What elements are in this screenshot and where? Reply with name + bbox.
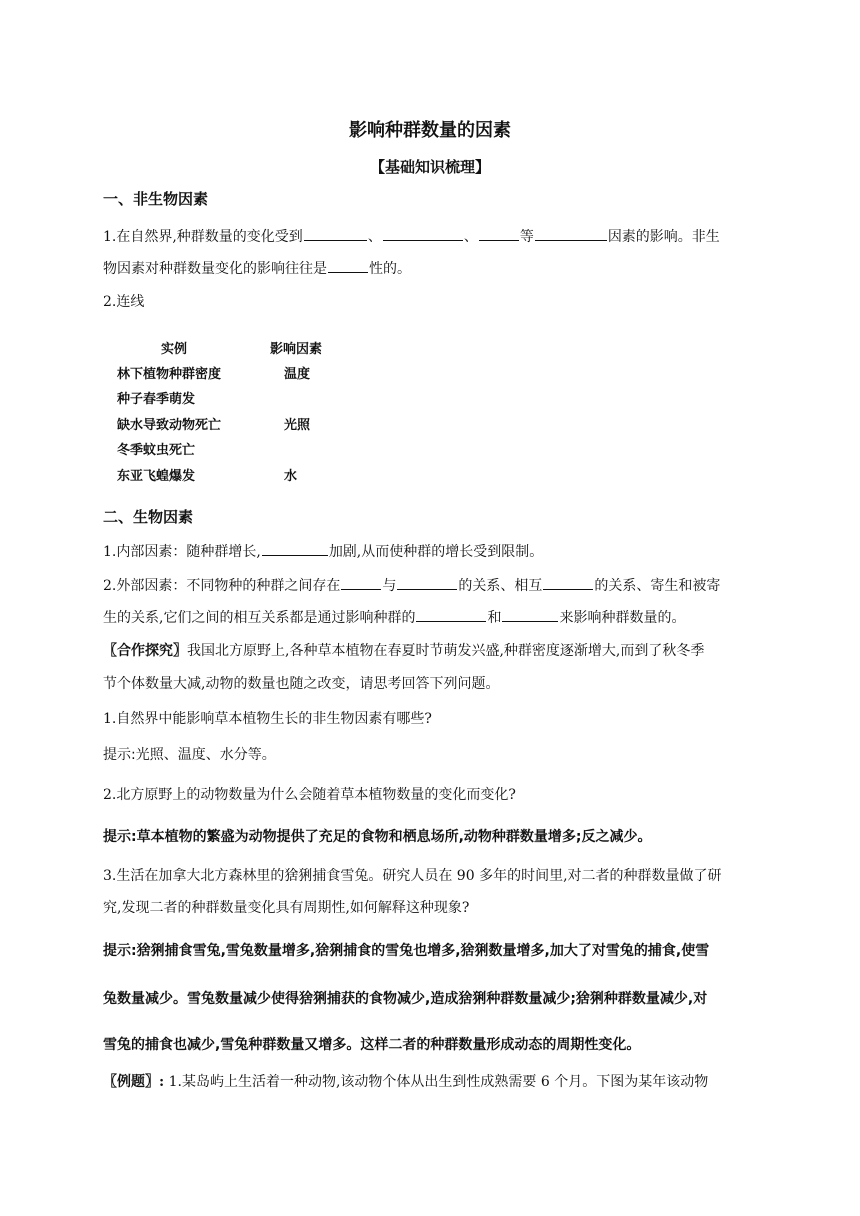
- text-fragment: 的关系、相互: [458, 578, 543, 594]
- explore-question: 1.自然界中能影响草本植物生长的非生物因素有哪些?: [103, 711, 432, 727]
- answer-blank: [262, 541, 328, 556]
- explore-hint: 提示:草本植物的繁盛为动物提供了充足的食物和栖息场所,动物种群数量增多;反之减少。: [103, 829, 652, 845]
- text-fragment: 生的关系,它们之间的相互关系都是通过影响种群的: [103, 610, 416, 626]
- text-fragment: 2.外部因素：不同物种的种群之间存在: [103, 578, 341, 594]
- text-fragment: 物因素对种群数量变化的影响往往是: [103, 261, 327, 277]
- text-fragment: 1.在自然界,种群数量的变化受到: [103, 229, 303, 245]
- section1-q1-line1: [103, 226, 763, 247]
- text-fragment: 和: [487, 610, 502, 626]
- matching-example: 东亚飞蝗爆发: [117, 469, 196, 484]
- section2-q2-line2: [103, 607, 763, 628]
- matching-example: 冬季蚊虫死亡: [117, 443, 196, 458]
- section2-heading: 二、生物因素: [103, 508, 194, 526]
- answer-blank: [502, 607, 558, 622]
- matching-example: 缺水导致动物死亡: [117, 418, 222, 433]
- explore-hint-line: 提示:猞猁捕食雪兔,雪兔数量增多,猞猁捕食的雪兔也增多,猞猁数量增多,加大了对雪兔的捕食,使雪: [103, 943, 710, 959]
- text-fragment: 、: [367, 229, 382, 245]
- matching-header-examples: 实例: [161, 342, 188, 357]
- text-fragment: 的关系、寄生和被寄: [594, 578, 721, 594]
- matching-example: 种子春季萌发: [117, 392, 196, 407]
- explore-intro-line2: 节个体数量大减,动物的数量也随之改变，请思考回答下列问题。: [103, 676, 500, 692]
- page-subtitle: 【基础知识梳理】: [369, 158, 490, 176]
- text-fragment: 来影响种群数量的。: [559, 610, 686, 626]
- text-fragment: 1.内部因素：随种群增长,: [103, 544, 261, 560]
- answer-blank: [479, 226, 519, 241]
- explore-intro-line1: [103, 641, 763, 661]
- answer-blank: [397, 575, 457, 590]
- explore-question-line: 3.生活在加拿大北方森林里的猞猁捕食雪兔。研究人员在 90 多年的时间里,对二者的种群数量做了研: [103, 868, 722, 884]
- text-fragment: 我国北方原野上,各种草本植物在春夏时节萌发兴盛,种群密度逐渐增大,而到了秋冬季: [187, 643, 705, 659]
- text-fragment: 因素的影响。非生: [607, 229, 720, 245]
- section1-heading: 一、非生物因素: [103, 190, 209, 208]
- answer-blank: [304, 226, 367, 241]
- page-title: 影响种群数量的因素: [349, 120, 511, 141]
- example-label: 〖例题〗:: [103, 1074, 165, 1090]
- answer-blank: [543, 575, 593, 590]
- section2-q2-line1: [103, 575, 763, 596]
- text-fragment: 与: [382, 578, 397, 594]
- matching-factor: 光照: [284, 418, 311, 433]
- answer-blank: [328, 258, 368, 273]
- text-fragment: 性的。: [369, 261, 411, 277]
- matching-example: 林下植物种群密度: [117, 367, 222, 382]
- answer-blank: [416, 607, 486, 622]
- text-fragment: 、: [463, 229, 478, 245]
- matching-factor: 温度: [284, 367, 311, 382]
- text-fragment: 1.某岛屿上生活着一种动物,该动物个体从出生到性成熟需要 6 个月。下图为某年该动物: [168, 1074, 709, 1090]
- section1-q2: 2.连线: [103, 294, 145, 310]
- explore-hint-line: 雪兔的捕食也减少,雪兔种群数量又增多。这样二者的种群数量形成动态的周期性变化。: [103, 1037, 641, 1053]
- answer-blank: [535, 226, 607, 241]
- explore-question-line: 究,发现二者的种群数量变化具有周期性,如何解释这种现象?: [103, 900, 470, 916]
- matching-table: [113, 335, 353, 490]
- example-line: [103, 1072, 763, 1092]
- answer-blank: [383, 226, 463, 241]
- section2-q1: [103, 541, 763, 562]
- explore-hint: 提示:光照、温度、水分等。: [103, 747, 276, 763]
- section1-q1-line2: [103, 258, 763, 279]
- text-fragment: 加剧,从而使种群的增长受到限制。: [328, 544, 544, 560]
- explore-label: 〖合作探究〗: [103, 643, 187, 659]
- matching-factor: 水: [284, 469, 298, 484]
- matching-header-factors: 影响因素: [270, 342, 323, 357]
- explore-hint-line: 兔数量减少。雪兔数量减少使得猞猁捕获的食物减少,造成猞猁种群数量减少;猞猁种群数量减少,对: [103, 991, 708, 1007]
- answer-blank: [341, 575, 381, 590]
- explore-question: 2.北方原野上的动物数量为什么会随着草本植物数量的变化而变化?: [103, 787, 516, 803]
- text-fragment: 等: [519, 229, 534, 245]
